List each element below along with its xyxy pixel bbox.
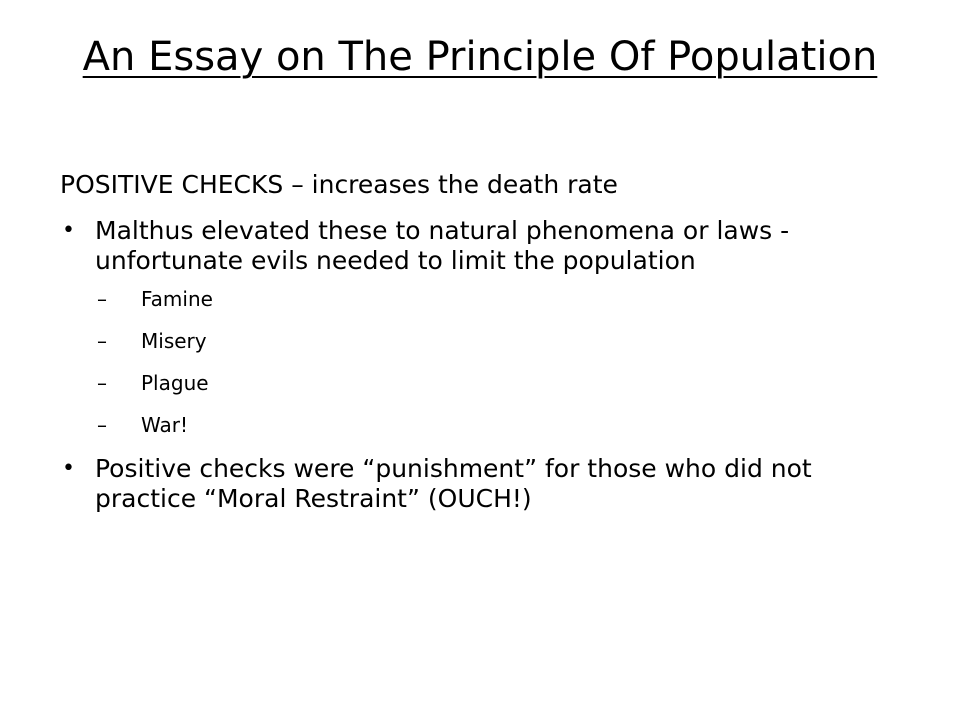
bullet-icon: •: [62, 218, 75, 243]
bullet-text: Positive checks were “punishment” for those who did not practice “Moral Restraint” (OUCH!): [95, 454, 812, 513]
intro-text: POSITIVE CHECKS – increases the death rate: [60, 170, 618, 199]
bullet-item-malthus: [60, 216, 910, 438]
dash-icon: –: [97, 413, 107, 437]
sub-item-text: War!: [141, 413, 188, 437]
bullet-list: [60, 216, 910, 514]
bullet-item-positive-checks: [60, 454, 910, 514]
bullet-icon: •: [62, 456, 75, 481]
sub-bullet-list: [95, 286, 910, 438]
dash-icon: –: [97, 329, 107, 353]
sub-item-text: Famine: [141, 287, 213, 311]
sub-item-plague: [95, 370, 910, 396]
slide-title: An Essay on The Principle Of Population: [82, 34, 878, 80]
slide-body: [60, 168, 910, 526]
sub-item-famine: [95, 286, 910, 312]
dash-icon: –: [97, 287, 107, 311]
sub-item-war: [95, 412, 910, 438]
bullet-text: Malthus elevated these to natural phenomena or laws - unfortunate evils needed to limit the population: [95, 216, 790, 275]
sub-item-text: Misery: [141, 329, 207, 353]
sub-item-text: Plague: [141, 371, 209, 395]
dash-icon: –: [97, 371, 107, 395]
sub-item-misery: [95, 328, 910, 354]
